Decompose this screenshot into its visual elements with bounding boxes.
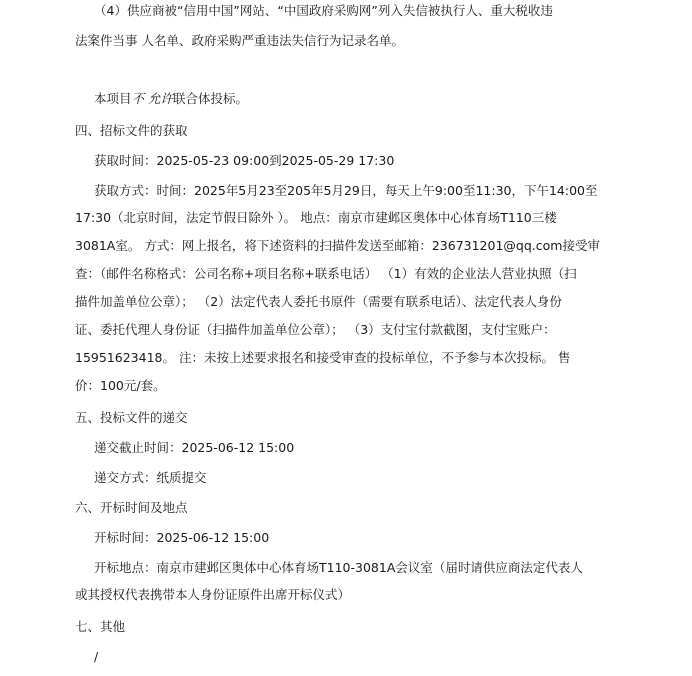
- acquisition-method-line: 描件加盖单位公章）； （2）法定代表人委托书原件（需要有联系电话）、法定代表人身份: [75, 294, 562, 309]
- paragraph-line: （4）供应商被“信用中国”网站、“中国政府采购网”列入失信被执行人、重大税收违: [94, 3, 553, 18]
- section-heading: 七、其他: [75, 619, 126, 634]
- submission-deadline: 递交截止时间：2025-06-12 15:00: [94, 440, 295, 455]
- opening-time: 开标时间：2025-06-12 15:00: [94, 530, 270, 545]
- acquisition-method-line: 证、委托代理人身份证（扫描件加盖单位公章）； （3）支付宝付款截图，支付宝账户：: [75, 322, 556, 337]
- acquisition-method-line: 15951623418。 注：未按上述要求报名和接受审查的投标单位，不予参与本次投标。 售: [75, 350, 571, 365]
- acquisition-time: 获取时间：2025-05-23 09:00到2025-05-29 17:30: [94, 153, 395, 168]
- consortium-statement: [94, 90, 248, 108]
- acquisition-method-line: 获取方式：时间：2025年5月23至205年5月29日，每天上午9:00至11:30，下午14:00至: [94, 183, 598, 198]
- acquisition-method-line: 查：（邮件名称格式：公司名称+项目名称+联系电话） （1）有效的企业法人营业执照（扫: [75, 266, 577, 281]
- section-heading: 五、投标文件的递交: [75, 410, 188, 425]
- section-heading: 四、招标文件的获取: [75, 123, 188, 138]
- acquisition-method-line: 3081A室。 方式：网上报名，将下述资料的扫描件发送至邮箱：236731201@qq.com接受审: [75, 238, 600, 253]
- section-heading: 六、开标时间及地点: [75, 500, 188, 515]
- consortium-suffix: 联合体投标。: [173, 91, 249, 106]
- opening-location-line: 开标地点：南京市建邺区奥体中心体育场T110-3081A会议室（届时请供应商法定代表人: [94, 560, 583, 575]
- submission-method: 递交方式：纸质提交: [94, 470, 207, 485]
- opening-location-line: 或其授权代表携带本人身份证原件出席开标仪式）: [75, 587, 351, 602]
- consortium-emphasis: 不 允许: [131, 91, 173, 106]
- other-content: /: [94, 649, 99, 664]
- acquisition-method-line: 17:30（北京时间，法定节假日除外 ）。 地点：南京市建邺区奥体中心体育场T110三楼: [75, 210, 557, 225]
- paragraph-line: 法案件当事 人名单、政府采购严重违法失信行为记录名单。: [75, 33, 404, 48]
- consortium-prefix: 本项目: [94, 91, 132, 106]
- acquisition-method-line: 价：100元/套。: [75, 378, 166, 393]
